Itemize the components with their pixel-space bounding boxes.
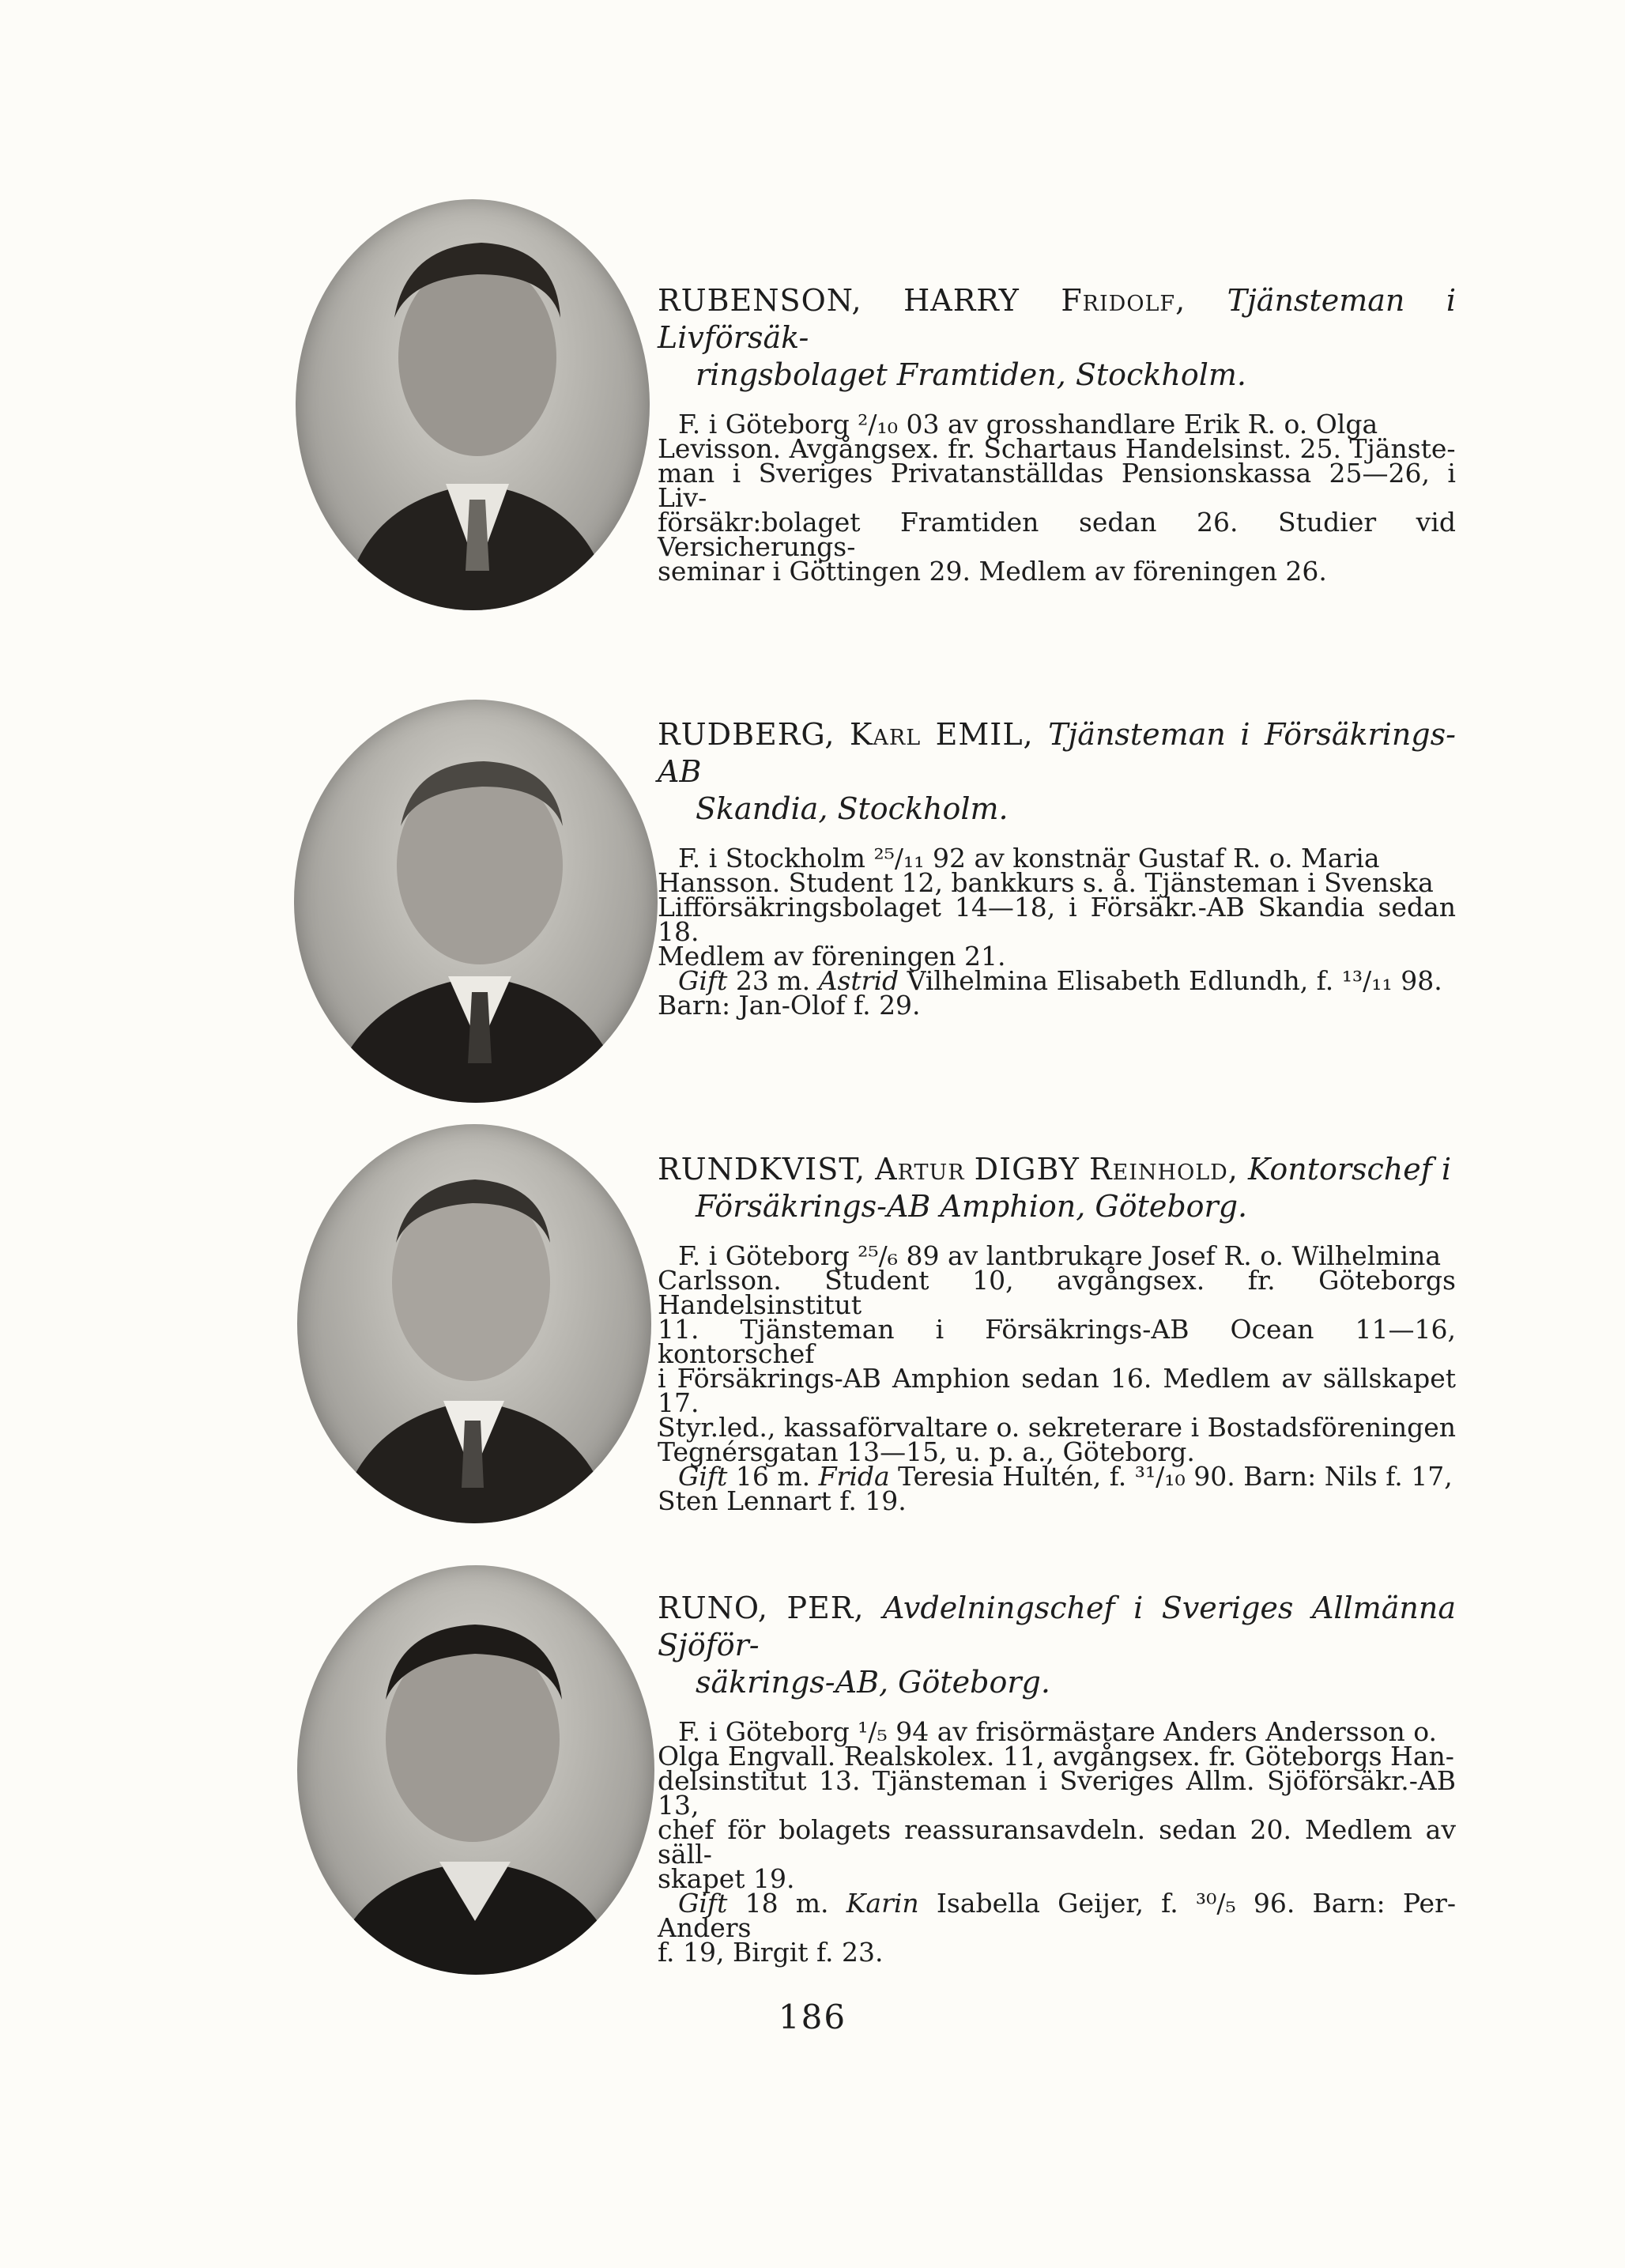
bio-line: försäkr:bolaget Framtiden sedan 26. Studier vid Versicherungs-	[658, 507, 1456, 562]
occupation: Avdelningschef i Sveriges Allmänna Sjöför-	[658, 1591, 1456, 1662]
bio-line: Tegnérsgatan 13—15, u. p. a., Göteborg.	[658, 1436, 1195, 1467]
given-name: EMIL,	[935, 717, 1034, 752]
occupation-continued: ringsbolaget Framtiden, Stockholm.	[696, 357, 1246, 392]
bio-line: Lifförsäkringsbolaget 14—18, i Försäkr.-AB Skandia sedan 18.	[658, 892, 1456, 947]
surname: RUNDKVIST,	[658, 1152, 866, 1187]
given-name: PER,	[786, 1591, 865, 1625]
bio-line: 11. Tjänsteman i Försäkrings-AB Ocean 11—16, kontorschef	[658, 1314, 1456, 1369]
bio-line: man i Sveriges Privatanställdas Pensionskassa 25—26, i Liv-	[658, 458, 1456, 513]
bio-line: F. i Göteborg ¹/₅ 94 av frisörmästare Anders Andersson o.	[678, 1716, 1437, 1747]
given-name-smallcaps: Karl	[849, 717, 922, 752]
given-name: HARRY	[903, 283, 1020, 318]
children-line: f. 19, Birgit f. 23.	[658, 1937, 884, 1968]
occupation: Tjänsteman i Försäkrings-AB	[658, 717, 1456, 789]
given-name: DIGBY	[974, 1152, 1080, 1187]
bio-line: Styr.led., kassaförvaltare o. sekreterare i Bostadsföreningen	[658, 1412, 1457, 1443]
gift-label: Gift	[678, 965, 728, 996]
bio-line: Olga Engvall. Realskolex. 11, avgångsex. fr. Göteborgs Han-	[658, 1741, 1454, 1772]
bio-line: Carlsson. Student 10, avgångsex. fr. Göteborgs Handelsinstitut	[658, 1265, 1456, 1320]
entry-heading	[658, 716, 1456, 828]
occupation-continued: Försäkrings-AB Amphion, Göteborg.	[696, 1189, 1248, 1224]
bio-line: seminar i Göttingen 29. Medlem av föreningen 26.	[658, 556, 1327, 587]
spouse-name: Astrid	[818, 965, 899, 996]
portrait-photo	[296, 199, 650, 610]
surname: RUDBERG,	[658, 717, 835, 752]
bio-line: skapet 19.	[658, 1863, 795, 1894]
occupation: Tjänsteman i Livförsäk-	[658, 283, 1456, 355]
gift-rest: Isabella Geijer, f. ³⁰/₅ 96. Barn: Per-Anders	[658, 1888, 1456, 1943]
gift-rest: Teresia Hultén, f. ³¹/₁₀ 90. Barn: Nils f. 17,	[889, 1461, 1453, 1492]
bio-line: F. i Göteborg ²/₁₀ 03 av grosshandlare Erik R. o. Olga	[678, 409, 1378, 440]
bio-line: i Försäkrings-AB Amphion sedan 16. Medlem av sällskapet 17.	[658, 1363, 1456, 1418]
gift-rest: Vilhelmina Elisabeth Edlundh, f. ¹³/₁₁ 98.	[899, 965, 1442, 996]
portrait-photo	[297, 1124, 651, 1523]
spouse-name: Karin	[846, 1888, 919, 1919]
entry-text	[658, 282, 1456, 587]
gift-label: Gift	[678, 1888, 728, 1919]
given-name-smallcaps: Fridolf,	[1061, 283, 1186, 318]
surname: RUNO,	[658, 1591, 768, 1625]
bio-line: F. i Stockholm ²⁵/₁₁ 92 av konstnär Gustaf R. o. Maria	[678, 843, 1380, 874]
bio-line: chef för bolagets reassuransavdeln. sedan 20. Medlem av säll-	[658, 1814, 1456, 1870]
entry-heading	[658, 1151, 1456, 1225]
entry-text	[658, 1590, 1456, 1968]
given-name-smallcaps: Reinhold,	[1088, 1152, 1239, 1187]
spouse-name: Frida	[818, 1461, 890, 1492]
bio-line: delsinstitut 13. Tjänsteman i Sveriges Allm. Sjöförsäkr.-AB 13,	[658, 1765, 1456, 1821]
gift-text: 23 m.	[727, 965, 819, 996]
gift-text: 18 m.	[727, 1888, 846, 1919]
portrait-photo	[294, 700, 658, 1103]
entry-text	[658, 716, 1456, 1021]
gift-text: 16 m.	[727, 1461, 819, 1492]
page-number: 186	[778, 1998, 847, 2036]
occupation-continued: Skandia, Stockholm.	[696, 791, 1009, 826]
bio-line: Levisson. Avgångsex. fr. Schartaus Handelsinst. 25. Tjänste-	[658, 433, 1456, 464]
entry-heading	[658, 282, 1456, 394]
entry-text	[658, 1151, 1457, 1516]
occupation-continued: säkrings-AB, Göteborg.	[696, 1665, 1050, 1700]
children-line: Sten Lennart f. 19.	[658, 1485, 907, 1516]
occupation: Kontorschef i	[1247, 1152, 1452, 1187]
portrait-photo	[297, 1565, 654, 1975]
bio-line: F. i Göteborg ²⁵/₆ 89 av lantbrukare Josef R. o. Wilhelmina	[678, 1240, 1442, 1271]
given-name-smallcaps: Artur	[875, 1152, 965, 1187]
gift-label: Gift	[678, 1461, 728, 1492]
marriage-line	[658, 1888, 1456, 1943]
entry-heading	[658, 1590, 1456, 1701]
surname: RUBENSON,	[658, 283, 862, 318]
bio-line: Hansson. Student 12, bankkurs s. å. Tjänsteman i Svenska	[658, 867, 1434, 898]
bio-line: Medlem av föreningen 21.	[658, 941, 1006, 972]
children-line: Barn: Jan-Olof f. 29.	[658, 990, 921, 1021]
